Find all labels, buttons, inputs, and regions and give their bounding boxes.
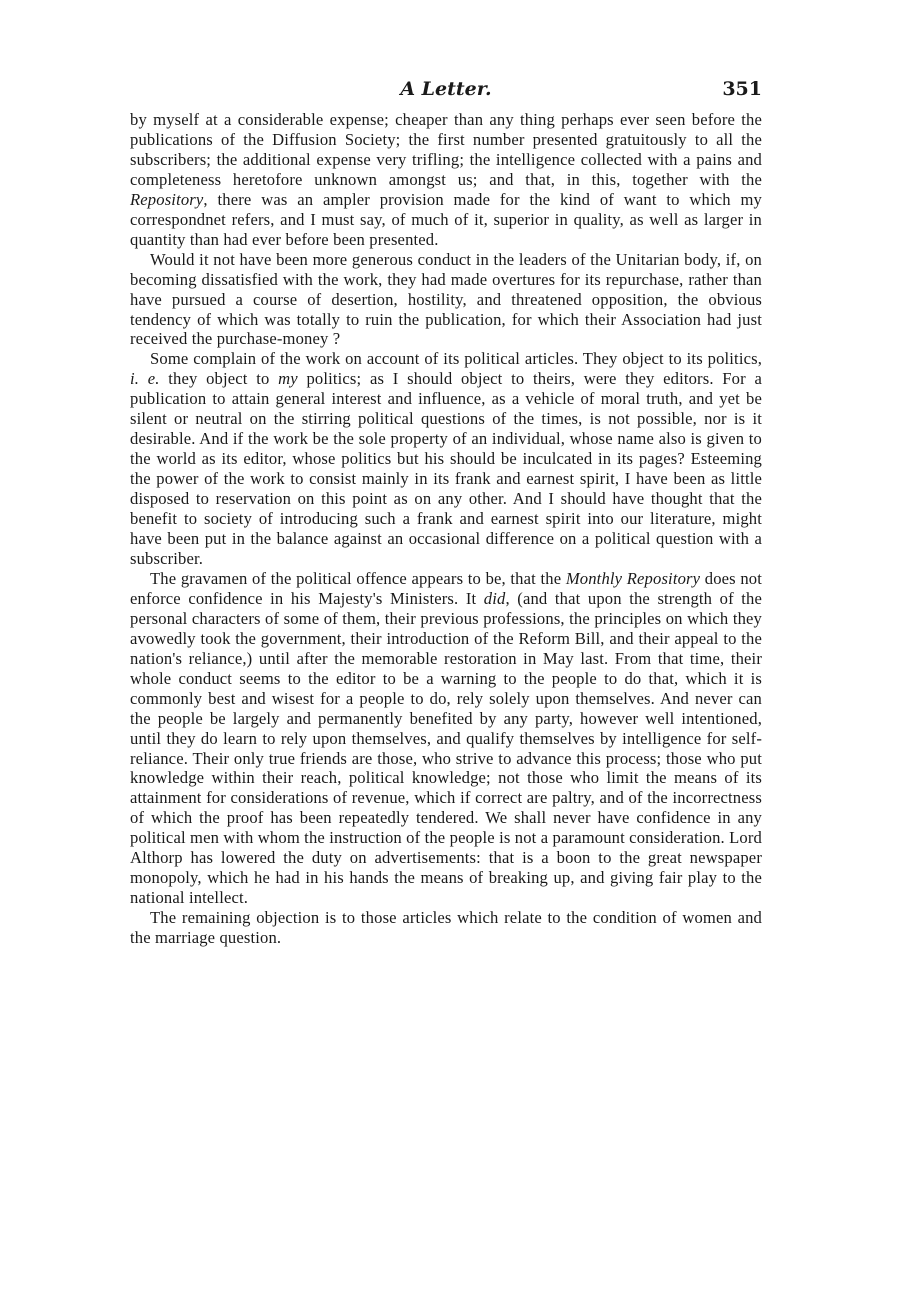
paragraph-text: Would it not have been more generous conduct in the leaders of the Unitarian body, if, on becoming dissatisfied with the work, they had made overtures for its repurchase, rather than have pursued a course of desertion, hostility, and threatened opposition, the obvious tendency of which was totally to ruin the publication, for which their Association had just received the purchase-money ? xyxy=(130,249,762,349)
italic-abbrev: i. e. xyxy=(130,369,160,389)
running-head xyxy=(130,78,762,104)
italic-emphasis: did xyxy=(483,588,506,608)
body-text xyxy=(130,110,762,948)
paragraph-2 xyxy=(130,250,762,350)
paragraph-text: politics; as I should object to theirs, were they editors. For a publication to attain general interest and influence, as a vehicle of moral truth, and yet be silent or neutral on the stirring political questions of the times, is not possible, nor is it desirable. And if the work be the sole property of an individual, whose name also is given to the world as its editor, whose politics but his should be inculcated in its pages? Esteeming the power of the work to consist mainly in its frank and earnest spirit, I have been as little disposed to reservation on this point as on any other. And I should have thought that the benefit to society of introducing such a frank and earnest spirit into our literature, might have been put in the balance against an occasional difference on a political question with a subscriber. xyxy=(130,369,763,568)
paragraph-text: does not enforce confidence in his Majesty's Ministers. It xyxy=(130,568,763,608)
paragraph-3 xyxy=(130,349,762,568)
italic-title: Monthly Repository xyxy=(565,568,701,588)
page-number: 351 xyxy=(722,78,762,100)
running-title: A Letter. xyxy=(400,78,492,100)
paragraph-text: The remaining objection is to those articles which relate to the condition of women and the marriage question. xyxy=(130,908,762,948)
italic-emphasis: my xyxy=(278,369,298,389)
paragraph-text: The gravamen of the political offence appears to be, that the xyxy=(150,568,566,588)
paragraph-text: they object to xyxy=(159,369,279,389)
paragraph-1 xyxy=(130,110,762,250)
paragraph-text: Some complain of the work on account of its political articles. They object to its politics, xyxy=(150,349,762,369)
document-page xyxy=(130,78,762,948)
paragraph-text: , (and that upon the strength of the personal characters of some of them, their previous professions, the principles on which they avowedly took the government, their introduction of the Reform Bill, and their appeal to the nation's reliance,) until after the memorable restoration in May last. From that time, their whole conduct seems to the editor to be a warning to the people to do that, which it is commonly best and wisest for a people to do, rely solely upon themselves. And never can the people be largely and permanently benefited by any party, however well intentioned, until they do learn to rely upon themselves, and qualify themselves by intelligence for self-reliance. Their only true friends are those, who strive to advance this process; those who put knowledge within their reach, political knowledge; not those who limit the means of its attainment for considerations of revenue, which if correct are paltry, and of the incorrectness of which the proof has been repeatedly tendered. We shall never have confidence in any political men with whom the instruction of the people is not a paramount consideration. Lord Althorp has lowered the duty on advertisements: that is a boon to the great newspaper monopoly, which he had in his hands the means of breaking up, and giving fair play to the national intellect. xyxy=(130,588,762,908)
paragraph-4 xyxy=(130,569,762,908)
paragraph-5 xyxy=(130,908,762,948)
paragraph-text: , there was an ampler provision made for the kind of want to which my correspondnet refers, and I must say, of much of it, superior in quality, as well as larger in quantity than had ever before been presented. xyxy=(130,189,762,249)
paragraph-text: by myself at a considerable expense; cheaper than any thing perhaps ever seen before the publications of the Diffusion Society; the first number presented gratuitously to all the subscribers; the additional expense very trifling; the intelligence collected with a pains and completeness heretofore unknown amongst us; and that, in this, together with the xyxy=(130,110,762,189)
italic-title: Repository xyxy=(130,189,204,209)
